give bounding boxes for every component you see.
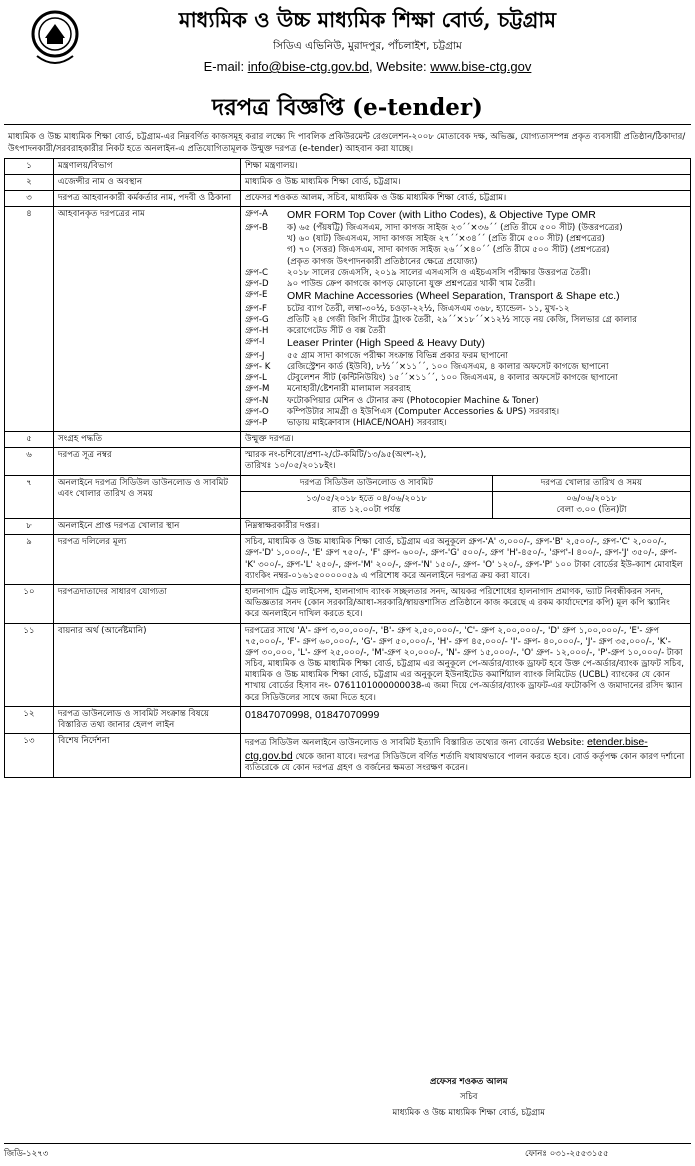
- instruction-text: দরপত্র সিডিউল অনলাইনে ডাউনলোড ও সাবমিট ইত্যাদি বিস্তারিত তথ্যের জন্য বোর্ডের Website:: [245, 738, 585, 749]
- schedule-date-range: ১৩/০৫/২০১৮ হতে ০৪/০৬/২০১৮: [306, 493, 427, 504]
- row-number: ১২: [5, 706, 54, 733]
- group-text: করোগেটেড সীট ও বক্স তৈরী: [287, 326, 386, 337]
- group-text: ২০১৮ সালের জেএসসি, ২০১৯ সালের এসএসসি ও এইচএসসি পরীক্ষার উত্তরপত্র তৈরী।: [287, 267, 591, 278]
- group-key: গ্রুপ-I: [245, 337, 265, 348]
- row-number: ৫: [5, 432, 54, 448]
- group-item: [245, 268, 686, 279]
- row-label: দরপত্রদাতাদের সাধারণ যোগ্যতা: [54, 584, 241, 623]
- schedule-cell: [241, 475, 691, 519]
- board-address: সিডিএ এভিনিউ, মুরাদপুর, পাঁচলাইশ, চট্টগ্রাম: [273, 40, 462, 52]
- group-item: [245, 418, 686, 429]
- group-key: গ্রুপ-M: [245, 384, 270, 395]
- row-number: ৩: [5, 191, 54, 207]
- row-number: ১৩: [5, 734, 54, 777]
- group-key: গ্রুপ-F: [245, 303, 267, 314]
- group-key: গ্রুপ- K: [245, 362, 271, 373]
- row-label: বায়নার অর্থ (আর্নেষ্টমানি): [54, 623, 241, 706]
- group-item: [245, 362, 686, 373]
- opening-time: বেলা ৩.০০ (তিন)টা: [556, 504, 627, 515]
- row-value: মাধ্যমিক ও উচ্চ মাধ্যমিক শিক্ষা বোর্ড, চট্টগ্রাম।: [241, 175, 691, 191]
- group-key: গ্রুপ-N: [245, 395, 269, 406]
- group-key: গ্রুপ-A: [245, 209, 268, 220]
- reference-date: তারিখঃ ১০/০৫/২০১৮ইং।: [245, 461, 336, 472]
- row-number: ১০: [5, 584, 54, 623]
- row-label: দরপত্র সূত্র নম্বর: [54, 448, 241, 475]
- group-key: গ্রুপ-E: [245, 290, 268, 301]
- row-number: ১১: [5, 623, 54, 706]
- group-text: রেজিস্ট্রেশন কার্ড (ইউবি), ৮½´´×১১´´, ১০০ জিএসএম, ৪ কালার অফসেট কাগজে ছাপানো: [287, 362, 609, 373]
- row-value: শিক্ষা মন্ত্রণালয়।: [241, 158, 691, 174]
- group-text: OMR Machine Accessories (Wheel Separation, Transport & Shape etc.): [287, 290, 620, 303]
- row-value: হালনাগাদ ট্রেড লাইসেন্স, হালনাগাদ ব্যাংক সচ্ছলতার সনদ, আয়কর পরিশোধের হালনাগাদ প্রমাণক, ভ্যাট নিবন্ধীকরন সনদ, অভিজ্ঞতার সনদ (কোন সরকারি/আধা-সরকারি/স্বায়ত্তশাসিত প্রতিষ্ঠানে কাজ করেছে এ রকম কার্যাদেশের কপি) মূল কপি স্ক্যানিং করে অনলাইনে দাখিল করতে হবে।: [241, 584, 691, 623]
- row-label: অনলাইনে দরপত্র সিডিউল ডাউনলোড ও সাবমিট এবং খোলার তারিখ ও সময়: [54, 475, 241, 519]
- group-text: ফটোকপিয়ার মেশিন ও টোনার ক্রয় (Photocopier Machine & Toner): [287, 395, 539, 406]
- table-row: [5, 175, 691, 191]
- group-key: গ্রুপ-D: [245, 278, 269, 289]
- table-row: [5, 706, 691, 733]
- signatory-designation: সচিব: [459, 1092, 478, 1103]
- row-value: প্রফেসর শওকত আলম, সচিব, মাধ্যমিক ও উচ্চ মাধ্যমিক শিক্ষা বোর্ড, চট্টগ্রাম।: [241, 191, 691, 207]
- table-row: [5, 535, 691, 585]
- group-item: [245, 326, 686, 337]
- opening-date: ০৬/০৬/২০১৮: [566, 493, 617, 504]
- letterhead: [4, 0, 691, 90]
- group-key: গ্রুপ-C: [245, 267, 269, 278]
- table-row: [5, 519, 691, 535]
- email-link[interactable]: info@bise-ctg.gov.bd: [247, 59, 370, 74]
- group-item: [245, 209, 686, 223]
- group-item: [245, 407, 686, 418]
- table-row: [5, 191, 691, 207]
- row-label: এজেন্সীর নাম ও অবস্থান: [54, 175, 241, 191]
- group-text: ৯০ পাউন্ড ক্রেপ কাগজে কাপড় মোড়ানো যুক্ত প্রশ্নপত্রের খাকী খাম তৈরী।: [287, 278, 536, 289]
- schedule-dates: [241, 491, 492, 518]
- schedule-table: [241, 476, 690, 519]
- group-item: [245, 290, 686, 304]
- group-sub-item: (প্রকৃত কাগজ উৎপাদনকারী প্রতিষ্ঠানের ক্ষেত্রে প্রযোজ্য): [287, 256, 478, 267]
- email-label: E-mail:: [203, 59, 245, 74]
- row-label: দরপত্র দলিলের মূল্য: [54, 535, 241, 585]
- divider: [4, 1143, 691, 1144]
- row-value: [241, 448, 691, 475]
- group-text: ক) ৬৫ (পঁয়ষট্টি) জিএসএম, সাদা কাগজ সাইজ ২৩´´×৩৬´´ (প্রতি রীমে ৫০০ সীট) (উত্তরপত্রের): [287, 223, 623, 234]
- group-key: গ্রুপ-H: [245, 326, 269, 337]
- row-label: দরপত্র ডাউনলোড ও সাবমিট সংক্রান্ত বিষয়ে বিস্তারিত তথ্য জানার হেলপ লাইন: [54, 706, 241, 733]
- table-row: [5, 475, 691, 519]
- group-key: গ্রুপ-L: [245, 373, 267, 384]
- signature-block: [392, 1075, 545, 1121]
- row-number: ২: [5, 175, 54, 191]
- group-item: [245, 315, 686, 326]
- group-text: Leaser Printer (High Speed & Heavy Duty): [287, 337, 485, 350]
- table-row: [5, 432, 691, 448]
- group-key: গ্রুপ-P: [245, 417, 268, 428]
- group-list: [241, 207, 691, 432]
- group-key: গ্রুপ-B: [245, 223, 268, 234]
- signatory-name: প্রফেসর শওকত আলম: [429, 1077, 508, 1087]
- helpline-numbers: 01847070998, 01847070999: [241, 706, 691, 733]
- row-value: সচিব, মাধ্যমিক ও উচ্চ মাধ্যমিক শিক্ষা বোর্ড, চট্টগ্রাম এর অনুকূলে গ্রুপ-'A' ৩,০০০/-, গ্রুপ-'B' ২,৫০০/-, গ্রুপ-'C' ২,০০০/-, গ্রুপ-'D' ১,০০০/-, 'E' গ্রুপ ৭৫০/-, 'F' গ্রুপ- ৬০০/-, গ্রুপ-'G' ৫০০/-, গ্রুপ 'H'-৪৫০/-, 'গ্রুপ'-I ৪০০/-, গ্রুপ-'J' ৩৫০/-, গ্রুপ-'K' ৩০০/-, গ্রুপ-'L' ২৫০/-, গ্রুপ-'M' ২০০/-, গ্রুপ-'N' ১৫০/-, গ্রুপ- 'O' ১২০/-, গ্রুপ-'P' ১০০ টাকা বোর্ডের ইউ-ক্যাশ মোবাইল ব্যাংকিং নম্বর-০১৬১৫০০০০০৫৯ এ পরিশোধ করে অনলাইনে দরপত্র ক্রয় করা যাবে।: [241, 535, 691, 585]
- group-item: [245, 337, 686, 351]
- group-item: [245, 384, 686, 395]
- row-label: দরপত্র আহবানকারী কর্মকর্তার নাম, পদবী ও ঠিকানা: [54, 191, 241, 207]
- row-number: ৯: [5, 535, 54, 585]
- group-sub-item: গ) ৭০ (সত্তর) জিএসএম, সাদা কাগজ সাইজ ২৬´´×৪০´´ (প্রতি রীমে ৫০০ সীট) (প্রশ্নপত্রের): [287, 245, 610, 256]
- table-row: [5, 734, 691, 777]
- table-row: [5, 448, 691, 475]
- row-value: [241, 734, 691, 777]
- signatory-organization: মাধ্যমিক ও উচ্চ মাধ্যমিক শিক্ষা বোর্ড, চট্টগ্রাম: [392, 1107, 545, 1118]
- group-text: OMR FORM Top Cover (with Litho Codes), & Objective Type OMR: [287, 209, 596, 222]
- notice-title: দরপত্র বিজ্ঞপ্তি (e-tender): [212, 94, 483, 121]
- reference-number: স্মারক নং-চশিবো/প্রশা-২/টে-কমিটি/১৩/৯৫(অংশ-২),: [245, 450, 427, 461]
- group-text: ৫৫ গ্রাম সাদা কাগজে পরীক্ষা সংক্রান্ত বিভিন্ন প্রকার ফরম ছাপানো: [287, 350, 508, 361]
- row-label: আহবানকৃত দরপত্রের নাম: [54, 207, 241, 432]
- group-item: [245, 223, 686, 234]
- table-row: [5, 207, 691, 432]
- website-link[interactable]: www.bise-ctg.gov: [430, 59, 532, 74]
- group-item: [245, 304, 686, 315]
- schedule-deadline: রাত ১২.০০টা পর্যন্ত: [332, 504, 401, 515]
- group-key: গ্রুপ-G: [245, 314, 269, 325]
- row-number: ৭: [5, 475, 54, 519]
- row-value: উন্মুক্ত দরপত্র।: [241, 432, 691, 448]
- row-value: নিম্নস্বাক্ষরকারীর দপ্তর।: [241, 519, 691, 535]
- row-label: সংগ্রহ পদ্ধতি: [54, 432, 241, 448]
- row-number: ১: [5, 158, 54, 174]
- table-row: [5, 158, 691, 174]
- group-text: কম্পিউটার সামগ্রী ও ইউপিএস (Computer Accessories & UPS) সরবরাহ।: [287, 406, 560, 417]
- group-text: চটের ব্যাগ তৈরী, লম্বা-৩০½, চওড়া-২২½, জিএসএম ৩৬৮, হ্যান্ডেল- ১১, মুখ-১২: [287, 303, 570, 314]
- opening-dates: [492, 491, 690, 518]
- row-label: অনলাইনে প্রাপ্ত দরপত্র খোলার স্থান: [54, 519, 241, 535]
- gd-code: জিডি-১২৭৩: [4, 1149, 49, 1159]
- group-key: গ্রুপ-O: [245, 406, 269, 417]
- intro-paragraph: মাধ্যমিক ও উচ্চ মাধ্যমিক শিক্ষা বোর্ড, চট্টগ্রাম-এর নিম্নবর্ণিত কাজসমূহ করার লক্ষ্যে দি পাবলিক প্রকিউরমেন্ট রেগুলেশন-২০০৮ মোতাবেক দক্ষ, অভিজ্ঞ, যোগ্যতাসম্পন্ন প্রকৃত ব্যবসায়ী প্রতিষ্ঠান/ঠিকাদার/উৎপাদনকারী/সরবরাহকারীর নিকট হতে অনলাইন-এ প্রতিযোগিতামূলক উন্মুক্ত দরপত্র (e-tender) আহবান করা যাচ্ছে।: [4, 124, 691, 158]
- row-number: ৮: [5, 519, 54, 535]
- table-row: [5, 623, 691, 706]
- etender-link[interactable]: etender.bise-ctg.gov.bd: [245, 736, 648, 762]
- row-number: ৪: [5, 207, 54, 432]
- row-value: দরপত্রের সাথে 'A'- গ্রুপ ৩,০০,০০০/-, 'B'- গ্রুপ ২,৫০,০০০/-, 'C'- গ্রুপ ২,০০,০০০/-, 'D' গ্রুপ ১,০০,০০০/-, 'E'- গ্রুপ ৭৫,০০০/-, 'F'- গ্রুপ ৬০,০০০/-, 'G'- গ্রুপ ৫০,০০০/-, 'H'- গ্রুপ ৪৫,০০০/- 'I'- গ্রুপ- ৪০,০০০/-, 'J'- গ্রুপ ৩৫,০০০/-, 'K'- গ্রুপ ৩০,০০০, 'L'- গ্রুপ ২৫,০০০/-, 'M'-গ্রুপ ২০,০০০/-, 'N'- গ্রুপ ১৫,০০০/-, 'O' গ্রুপ- ১২,০০০/-, 'P'-গ্রুপ ১০,০০০/- টাকা সচিব, মাধ্যমিক ও উচ্চ মাধ্যমিক শিক্ষা বোর্ড, চট্টগ্রাম এর অনুকূলে পে-অর্ডার/ব্যাংক ড্রাফট হবে উক্ত পে-অর্ডার/ব্যাংক ড্রাফট সচিব, মাধ্যমিক ও উচ্চ মাধ্যমিক শিক্ষা বোর্ড, চট্টগ্রাম এর অনুকূলে ইউনাইটেড কমার্শিয়াল ব্যাংক লিমিটেড (UCBL) ব্যাংকের যে কোন শাখায় বোর্ডের হিসাব নং- 0761101000000038-এ জমা দিয়ে পে-অর্ডার/ব্যাংক ড্রাফট-এর ফটোকপি ও জমাদানের রসিদ স্ক্যান করে সিডিউলের সাথে জমা দিতে হবে।: [241, 623, 691, 706]
- row-number: ৬: [5, 448, 54, 475]
- tender-table: [4, 158, 691, 778]
- group-key: গ্রুপ-J: [245, 350, 265, 361]
- schedule-col-head: দরপত্র সিডিউল ডাউনলোড ও সাবমিট: [241, 476, 492, 492]
- instruction-text-continued: থেকে জানা যাবে। দরপত্র সিডিউলে বর্ণিত শর্তাদি যথাযথভাবে পালন করতে হবে। বোর্ড কর্তৃপক্ষ কোন কারণ দর্শানো ব্যতিরেকে যে কোন দরপত্র গ্রহণ ও বর্জনের ক্ষমতা সংরক্ষণ করেন।: [245, 751, 685, 774]
- group-text: প্রতিটি ২৪ গেজী জিপি সীটের ট্রাংক তৈরী, ২৯´´×১৮´´×১২½ সাড়ে নয় কেজি, সিলভার গ্রে কালার: [287, 314, 637, 325]
- group-item: [245, 373, 686, 384]
- website-label: , Website:: [369, 59, 427, 74]
- contact-line: [4, 59, 691, 76]
- group-item: [245, 351, 686, 362]
- group-item: [245, 396, 686, 407]
- row-label: বিশেষ নির্দেশনা: [54, 734, 241, 777]
- row-label: মন্ত্রণালয়/বিভাগ: [54, 158, 241, 174]
- group-item: [245, 279, 686, 290]
- board-name: মাধ্যমিক ও উচ্চ মাধ্যমিক শিক্ষা বোর্ড, চট্টগ্রাম: [178, 7, 557, 32]
- signatory-phone: ফোনঃ ০৩১-২৫৫৩১৫৫: [525, 1149, 609, 1159]
- group-sub-item: খ) ৬০ (ষাট) জিএসএম, সাদা কাগজ সাইজ ২৭´´×৩৪´´ (প্রতি রীমে ৫০০ সীট) (প্রশ্নপত্রের): [287, 234, 605, 245]
- table-row: [5, 584, 691, 623]
- opening-col-head: দরপত্র খোলার তারিখ ও সময়: [492, 476, 690, 492]
- group-text: টেবুলেশন সীট (কন্টিনিউয়িং) ১৫´´×১১´´, ১০০ জিএসএম, ৪ কালার অফসেট কাগজে ছাপানো: [287, 373, 618, 384]
- group-text: মনোহারী/ষ্টেশনারী মালামাল সরবরাহ: [287, 384, 411, 395]
- group-text: ভাড়ায় মাইক্রোবাস (HIACE/NOAH) সরবরাহ।: [287, 417, 447, 428]
